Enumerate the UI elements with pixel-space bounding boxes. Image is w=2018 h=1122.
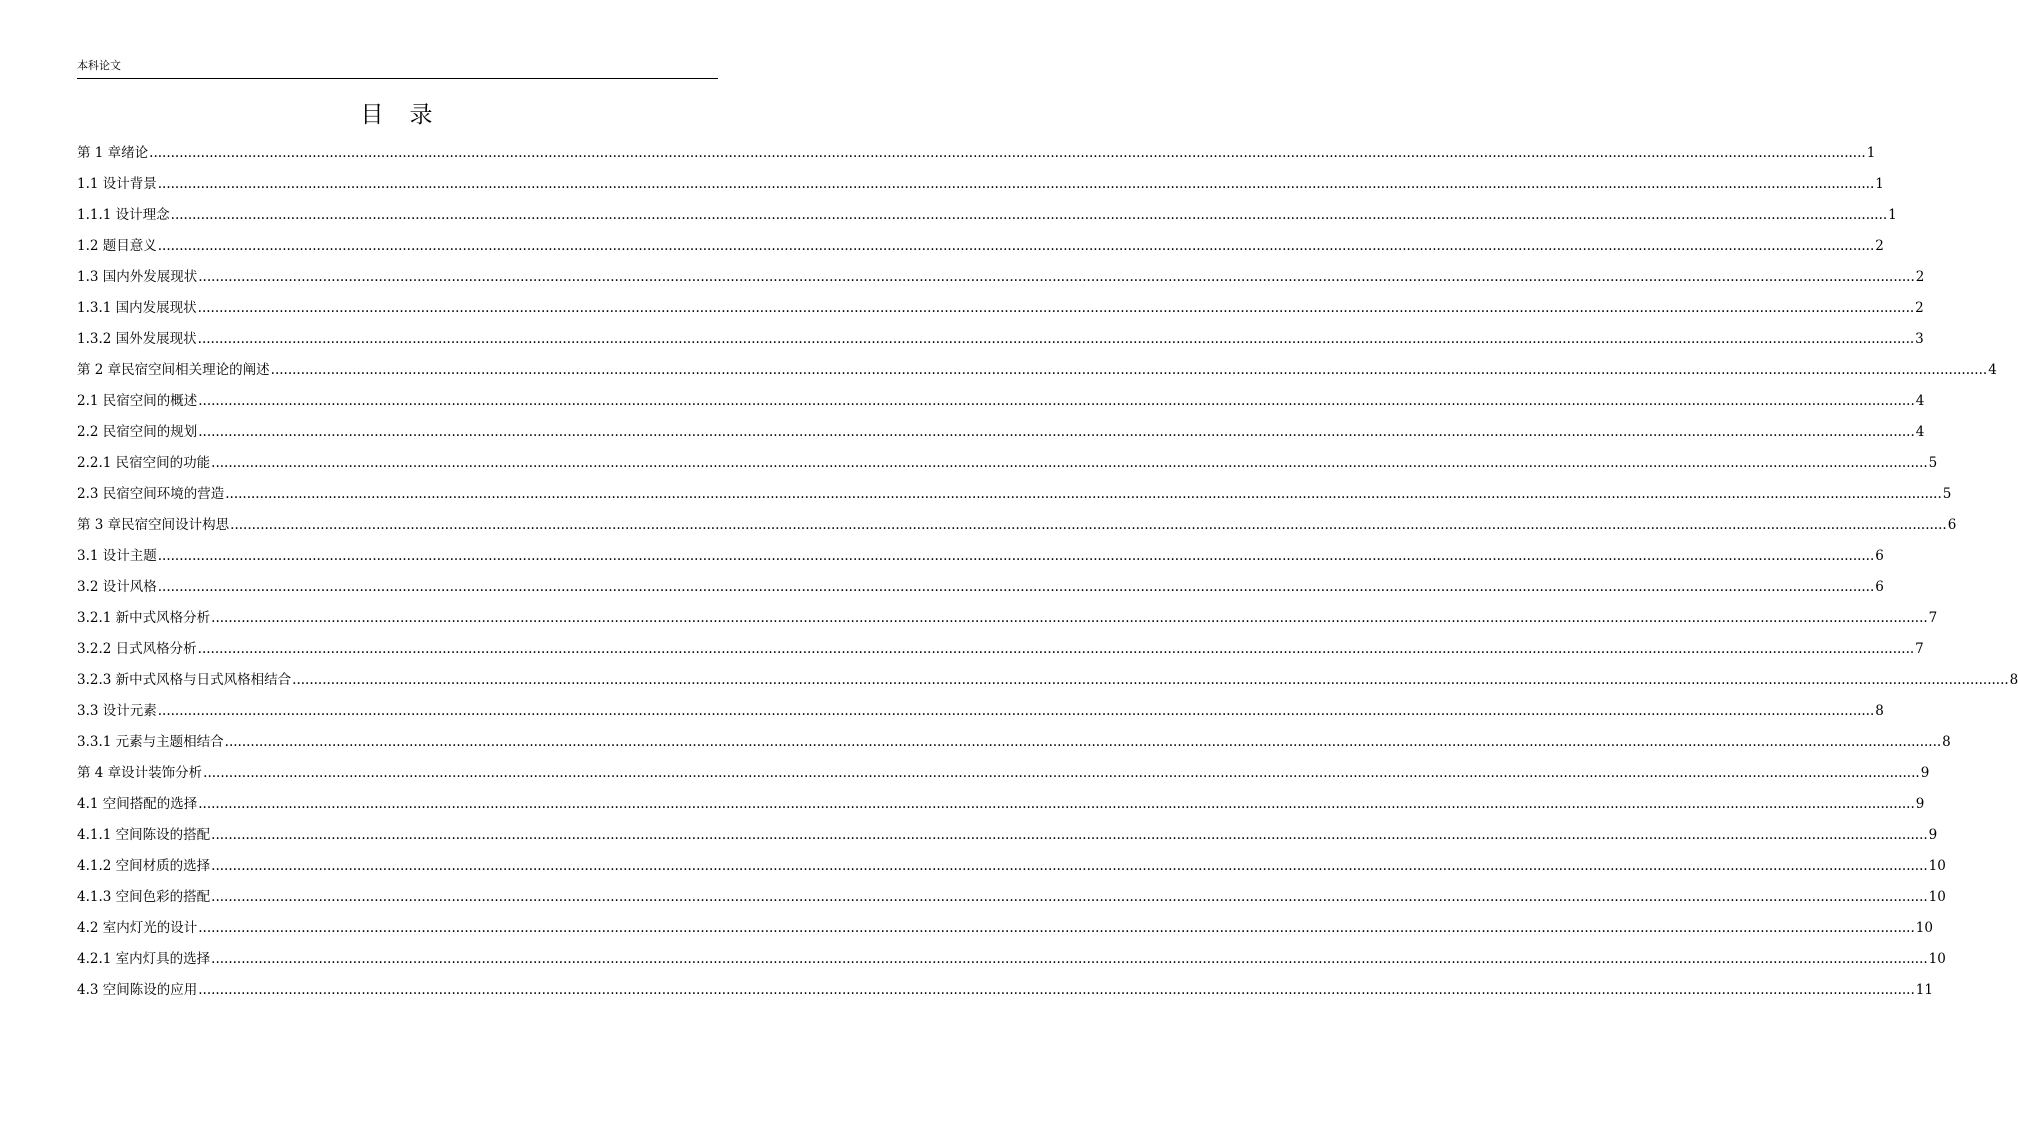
dot-leader: ................................................................................................................................................................................................................................................................................................................................................................................................................ <box>211 951 1928 967</box>
toc-entry-page-number: 8 <box>1942 734 1951 750</box>
toc-entry-page-number: 6 <box>1947 517 1957 533</box>
toc-entry[interactable] <box>77 792 1925 823</box>
dot-leader: ................................................................................................................................................................................................................................................................................................................................................................................................................ <box>198 269 1915 285</box>
toc-entry-page-number: 5 <box>1928 455 1938 471</box>
toc-entry-page-number: 2 <box>1915 269 1925 285</box>
toc-entry-label: 1.3 国内外发展现状 <box>77 269 198 285</box>
toc-entry[interactable] <box>77 699 1884 730</box>
toc-entry[interactable] <box>77 916 1933 947</box>
dot-leader: ................................................................................................................................................................................................................................................................................................................................................................................................................ <box>211 889 1928 905</box>
toc-entry[interactable] <box>77 606 1938 637</box>
toc-entry[interactable] <box>77 513 1957 544</box>
toc-entry-label: 3.2.2 日式风格分析 <box>77 641 197 657</box>
toc-entry-page-number: 5 <box>1942 486 1952 502</box>
toc-entry-page-number: 10 <box>1915 920 1933 936</box>
toc-entry-label: 3.1 设计主题 <box>77 548 157 564</box>
toc-entry-label: 2.2.1 民宿空间的功能 <box>77 455 211 471</box>
toc-entry-label: 4.2 室内灯光的设计 <box>77 920 198 936</box>
toc-entry-page-number: 6 <box>1875 548 1884 564</box>
toc-entry-label: 1.3.1 国内发展现状 <box>77 300 197 316</box>
toc-entry-page-number: 4 <box>1915 424 1925 440</box>
dot-leader: ................................................................................................................................................................................................................................................................................................................................................................................................................ <box>292 672 2009 688</box>
dot-leader: ................................................................................................................................................................................................................................................................................................................................................................................................................ <box>211 455 1928 471</box>
toc-entry-page-number: 4 <box>1915 393 1925 409</box>
dot-leader: ................................................................................................................................................................................................................................................................................................................................................................................................................ <box>211 858 1928 874</box>
toc-entry[interactable] <box>77 761 1930 792</box>
toc-entry-label: 4.1 空间搭配的选择 <box>77 796 198 812</box>
toc-entry[interactable] <box>77 730 1951 761</box>
toc-entry[interactable] <box>77 141 1876 172</box>
dot-leader: ................................................................................................................................................................................................................................................................................................................................................................................................................ <box>170 207 1888 223</box>
toc-entry[interactable] <box>77 296 1924 327</box>
toc-entry-page-number: 2 <box>1875 238 1884 254</box>
dot-leader: ................................................................................................................................................................................................................................................................................................................................................................................................................ <box>157 703 1875 719</box>
toc-entry[interactable] <box>77 637 1924 668</box>
toc-entry-label: 3.2.3 新中式风格与日式风格相结合 <box>77 672 292 688</box>
toc-title: 目录 <box>360 102 459 128</box>
toc-entry[interactable] <box>77 451 1938 482</box>
toc-entry[interactable] <box>77 575 1884 606</box>
dot-leader: ................................................................................................................................................................................................................................................................................................................................................................................................................ <box>224 734 1942 750</box>
dot-leader: ................................................................................................................................................................................................................................................................................................................................................................................................................ <box>211 827 1928 843</box>
dot-leader: ................................................................................................................................................................................................................................................................................................................................................................................................................ <box>198 982 1915 998</box>
toc-entry-page-number: 9 <box>1915 796 1925 812</box>
dot-leader: ................................................................................................................................................................................................................................................................................................................................................................................................................ <box>157 176 1875 192</box>
toc-entry-label: 1.3.2 国外发展现状 <box>77 331 197 347</box>
toc-entry[interactable] <box>77 854 1946 885</box>
toc-entry-label: 第 2 章民宿空间相关理论的阐述 <box>77 362 270 378</box>
toc-entry-label: 4.2.1 室内灯具的选择 <box>77 951 211 967</box>
dot-leader: ................................................................................................................................................................................................................................................................................................................................................................................................................ <box>157 579 1875 595</box>
toc-entry-page-number: 7 <box>1915 641 1924 657</box>
toc-entry[interactable] <box>77 544 1884 575</box>
toc-entry-page-number: 11 <box>1915 982 1933 998</box>
toc-entry-page-number: 7 <box>1928 610 1938 626</box>
toc-entry-label: 第 3 章民宿空间设计构思 <box>77 517 230 533</box>
toc-entry-page-number: 9 <box>1928 827 1938 843</box>
toc-entry[interactable] <box>77 327 1924 358</box>
toc-entry-page-number: 3 <box>1915 331 1924 347</box>
dot-leader: ................................................................................................................................................................................................................................................................................................................................................................................................................ <box>157 238 1875 254</box>
dot-leader: ................................................................................................................................................................................................................................................................................................................................................................................................................ <box>225 486 1942 502</box>
toc-entry-label: 4.1.3 空间色彩的搭配 <box>77 889 211 905</box>
table-of-contents <box>77 141 2018 1009</box>
toc-entry-label: 3.2.1 新中式风格分析 <box>77 610 211 626</box>
dot-leader: ................................................................................................................................................................................................................................................................................................................................................................................................................ <box>197 300 1915 316</box>
toc-entry-label: 1.1.1 设计理念 <box>77 207 170 223</box>
toc-entry-label: 3.3.1 元素与主题相结合 <box>77 734 224 750</box>
dot-leader: ................................................................................................................................................................................................................................................................................................................................................................................................................ <box>203 765 1920 781</box>
header-divider <box>77 78 718 79</box>
running-header: 本科论文 <box>77 59 121 72</box>
toc-entry-page-number: 4 <box>1988 362 1997 378</box>
toc-entry-label: 1.2 题目意义 <box>77 238 157 254</box>
dot-leader: ................................................................................................................................................................................................................................................................................................................................................................................................................ <box>198 393 1915 409</box>
toc-entry-page-number: 1 <box>1888 207 1897 223</box>
toc-entry-page-number: 10 <box>1928 858 1946 874</box>
toc-entry[interactable] <box>77 172 1884 203</box>
toc-entry-label: 3.2 设计风格 <box>77 579 157 595</box>
toc-entry-page-number: 1 <box>1866 145 1876 161</box>
toc-entry-page-number: 8 <box>1875 703 1884 719</box>
toc-entry[interactable] <box>77 482 1952 513</box>
toc-entry[interactable] <box>77 358 1997 389</box>
toc-entry-label: 第 4 章设计装饰分析 <box>77 765 203 781</box>
dot-leader: ................................................................................................................................................................................................................................................................................................................................................................................................................ <box>211 610 1928 626</box>
toc-entry-label: 第 1 章绪论 <box>77 145 149 161</box>
toc-entry[interactable] <box>77 947 1946 978</box>
toc-entry-label: 4.3 空间陈设的应用 <box>77 982 198 998</box>
dot-leader: ................................................................................................................................................................................................................................................................................................................................................................................................................ <box>197 641 1915 657</box>
toc-entry[interactable] <box>77 389 1925 420</box>
toc-entry-page-number: 9 <box>1920 765 1930 781</box>
toc-entry-page-number: 10 <box>1928 951 1946 967</box>
toc-entry-label: 1.1 设计背景 <box>77 176 157 192</box>
toc-entry[interactable] <box>77 420 1925 451</box>
toc-entry-label: 4.1.2 空间材质的选择 <box>77 858 211 874</box>
dot-leader: ................................................................................................................................................................................................................................................................................................................................................................................................................ <box>230 517 1947 533</box>
dot-leader: ................................................................................................................................................................................................................................................................................................................................................................................................................ <box>198 424 1915 440</box>
dot-leader: ................................................................................................................................................................................................................................................................................................................................................................................................................ <box>197 331 1915 347</box>
dot-leader: ................................................................................................................................................................................................................................................................................................................................................................................................................ <box>198 920 1915 936</box>
toc-entry-label: 2.1 民宿空间的概述 <box>77 393 198 409</box>
toc-entry[interactable] <box>77 668 2018 699</box>
toc-entry[interactable] <box>77 265 1925 296</box>
dot-leader: ................................................................................................................................................................................................................................................................................................................................................................................................................ <box>270 362 1988 378</box>
toc-entry-label: 3.3 设计元素 <box>77 703 157 719</box>
toc-entry-page-number: 1 <box>1875 176 1884 192</box>
toc-entry-page-number: 6 <box>1875 579 1884 595</box>
toc-entry[interactable] <box>77 203 1897 234</box>
dot-leader: ................................................................................................................................................................................................................................................................................................................................................................................................................ <box>157 548 1875 564</box>
dot-leader: ................................................................................................................................................................................................................................................................................................................................................................................................................ <box>198 796 1915 812</box>
toc-entry-label: 2.3 民宿空间环境的营造 <box>77 486 225 502</box>
toc-entry-page-number: 10 <box>1928 889 1946 905</box>
toc-entry[interactable] <box>77 978 1933 1009</box>
toc-entry-label: 2.2 民宿空间的规划 <box>77 424 198 440</box>
toc-entry[interactable] <box>77 234 1884 265</box>
dot-leader: ................................................................................................................................................................................................................................................................................................................................................................................................................ <box>149 145 1866 161</box>
toc-entry-label: 4.1.1 空间陈设的搭配 <box>77 827 211 843</box>
toc-entry[interactable] <box>77 823 1938 854</box>
toc-entry-page-number: 2 <box>1915 300 1924 316</box>
toc-entry-page-number: 8 <box>2009 672 2018 688</box>
toc-entry[interactable] <box>77 885 1946 916</box>
